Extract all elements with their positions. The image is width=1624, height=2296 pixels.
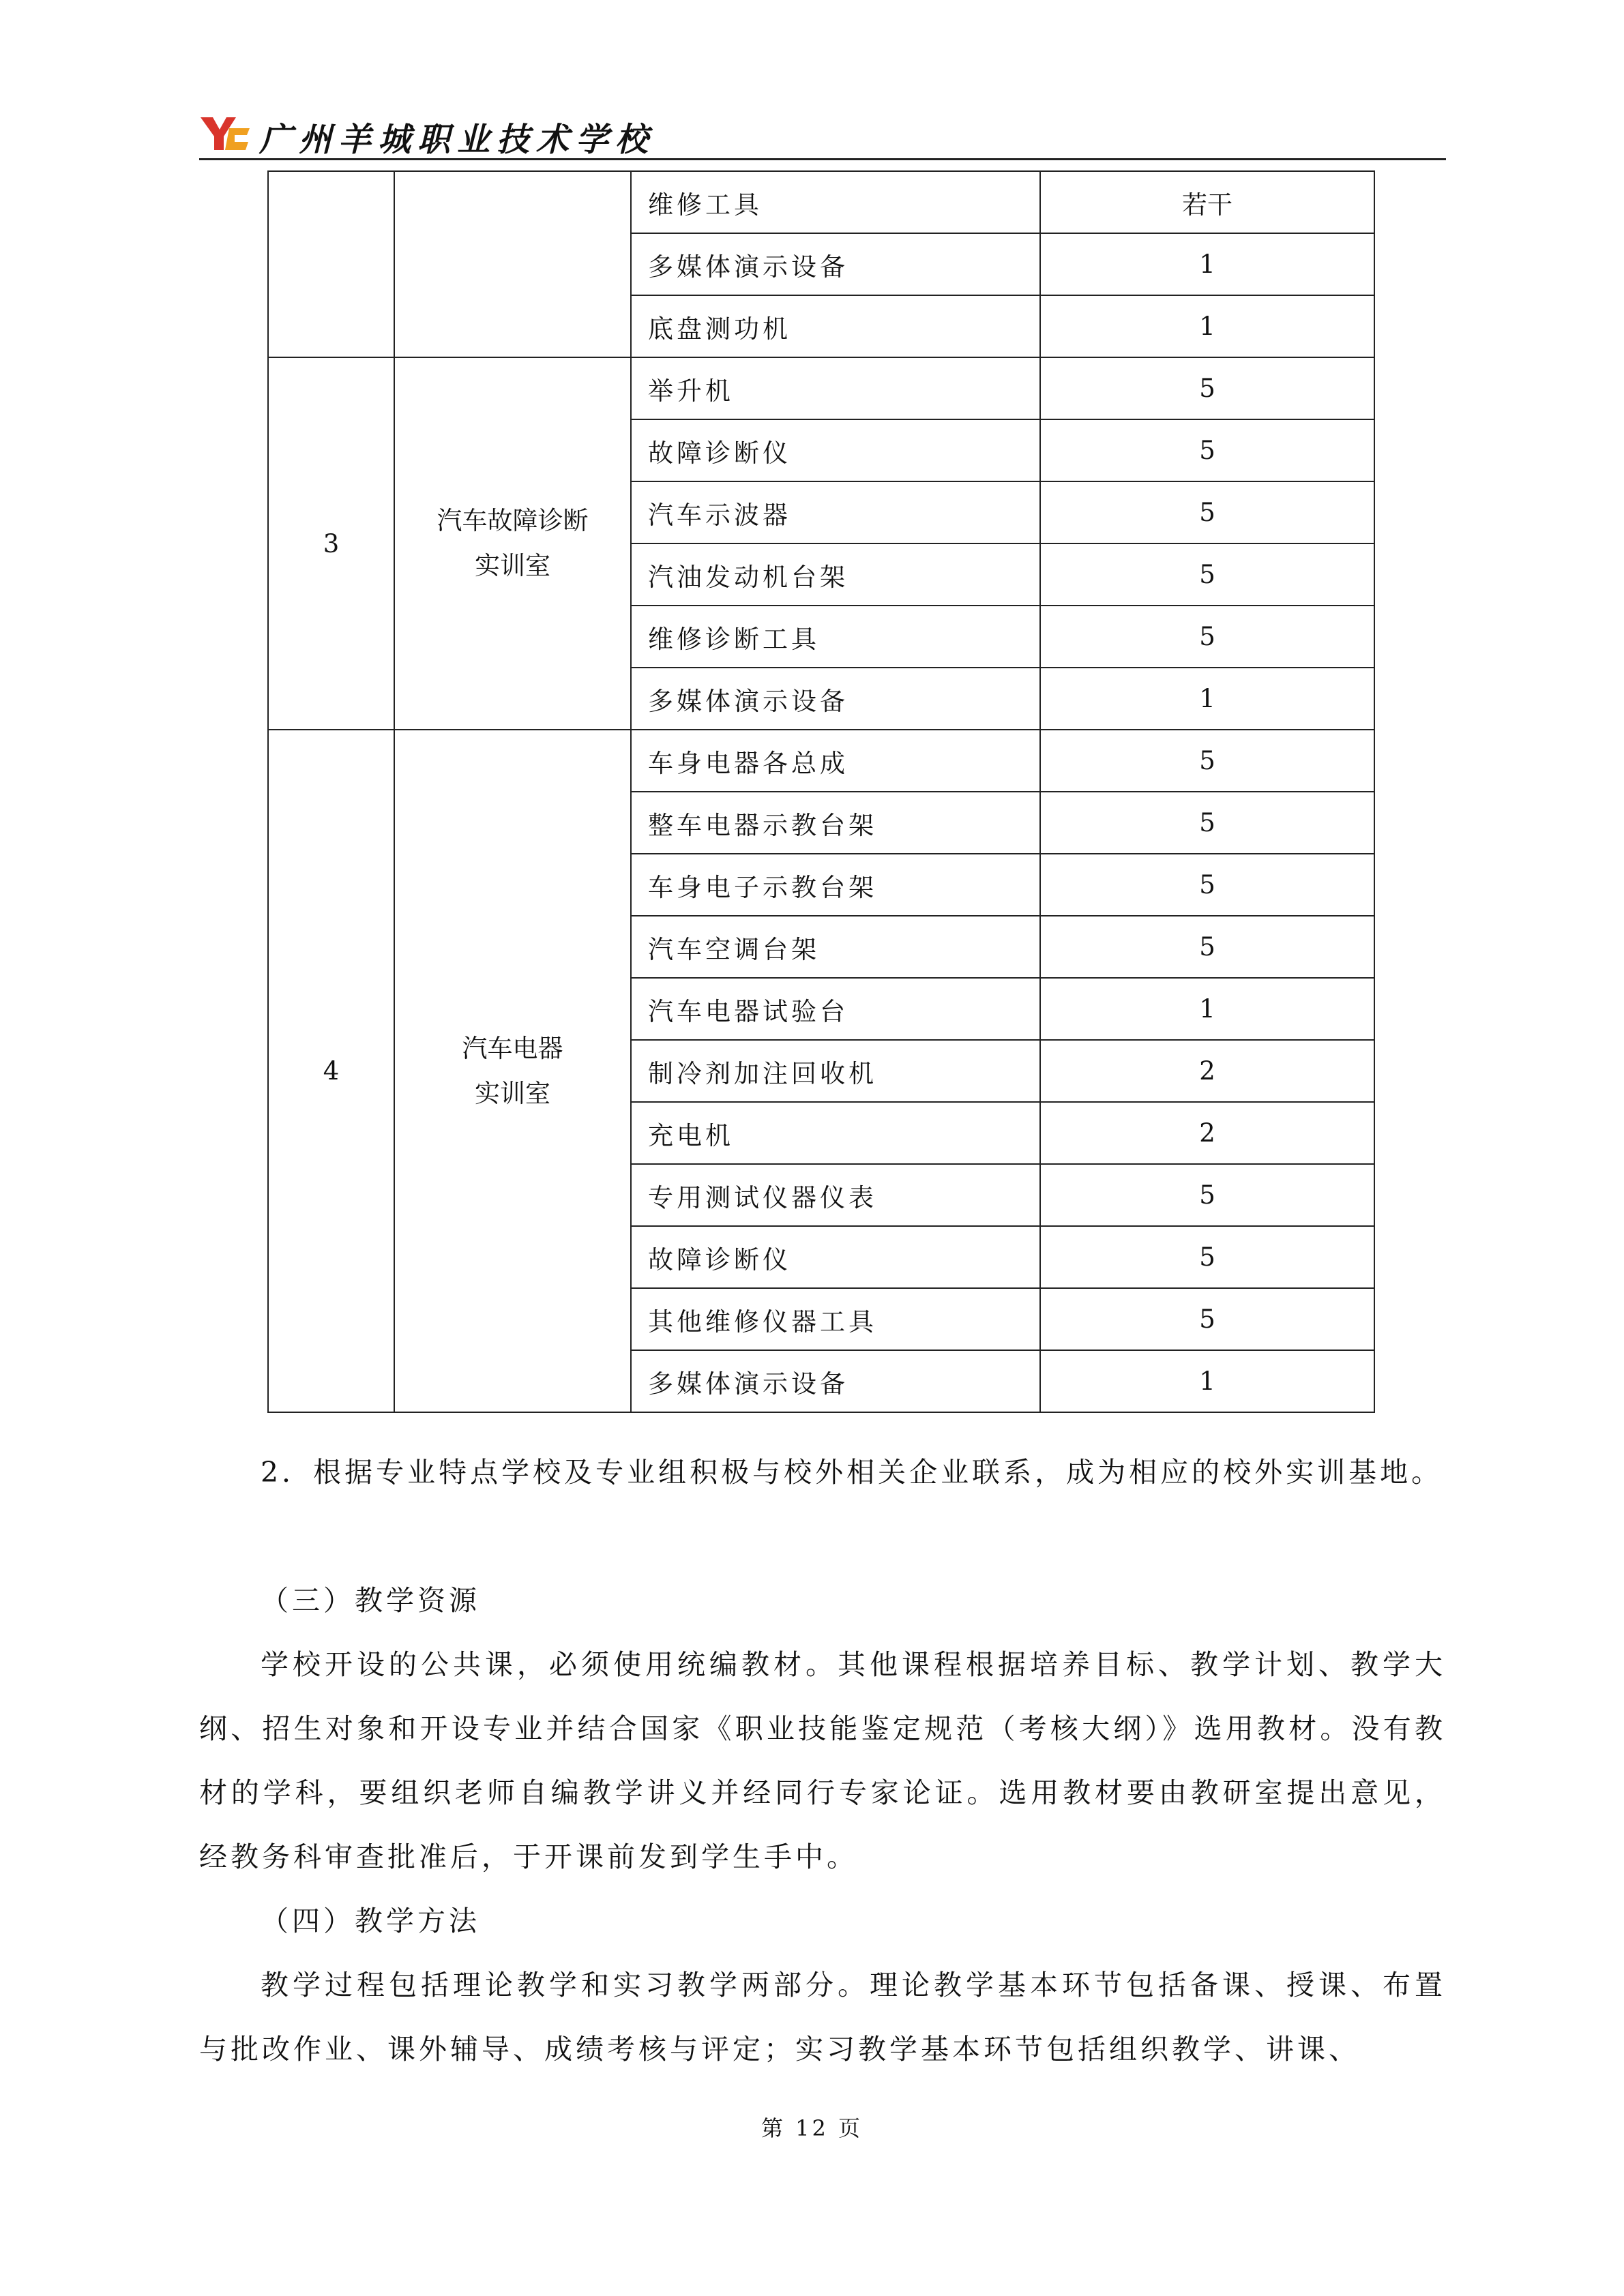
training-room-cell [394,357,631,730]
training-room-name-line1: 汽车故障诊断 [437,506,589,535]
training-room-name-line2: 实训室 [475,1078,550,1108]
equipment-quantity: 1 [1040,295,1374,357]
equipment-quantity: 5 [1040,792,1374,854]
equipment-name: 多媒体演示设备 [631,668,1040,730]
equipment-quantity: 1 [1040,668,1374,730]
training-room-name-line1: 汽车电器 [462,1033,563,1063]
equipment-quantity: 5 [1040,730,1374,792]
group-number-cell: 3 [268,357,394,730]
equipment-name: 故障诊断仪 [631,419,1040,481]
equipment-quantity: 5 [1040,1226,1374,1288]
equipment-quantity: 5 [1040,357,1374,419]
equipment-name: 汽油发动机台架 [631,543,1040,606]
equipment-name: 多媒体演示设备 [631,233,1040,295]
equipment-quantity: 5 [1040,481,1374,543]
equipment-name: 故障诊断仪 [631,1226,1040,1288]
equipment-quantity: 5 [1040,1164,1374,1226]
section-heading-teaching-methods: （四）教学方法 [261,1905,480,1937]
equipment-name: 维修诊断工具 [631,606,1040,668]
equipment-quantity: 5 [1040,916,1374,978]
equipment-quantity: 5 [1040,606,1374,668]
page-number: 第 12 页 [761,2115,863,2141]
school-name: 广州羊城职业技术学校 [259,121,655,159]
equipment-name: 汽车示波器 [631,481,1040,543]
equipment-quantity: 若干 [1040,171,1374,233]
equipment-name: 专用测试仪器仪表 [631,1164,1040,1226]
equipment-name: 维修工具 [631,171,1040,233]
paragraph-teaching-methods: 教学过程包括理论教学和实习教学两部分。理论教学基本环节包括备课、授课、布置与批改作业、课外辅导、成绩考核与评定；实习教学基本环节包括组织教学、讲课、 [199,1969,1446,2066]
equipment-table [267,170,1375,1413]
equipment-name: 汽车电器试验台 [631,978,1040,1040]
equipment-quantity: 2 [1040,1040,1374,1102]
equipment-quantity: 1 [1040,978,1374,1040]
equipment-name: 其他维修仪器工具 [631,1288,1040,1350]
paragraph-external-training: 2．根据专业特点学校及专业组积极与校外相关企业联系，成为相应的校外实训基地。 [261,1456,1443,1489]
equipment-name: 充电机 [631,1102,1040,1164]
training-room-cell [394,730,631,1412]
table-row [268,357,1374,419]
equipment-name: 车身电器各总成 [631,730,1040,792]
equipment-quantity: 5 [1040,419,1374,481]
equipment-name: 制冷剂加注回收机 [631,1040,1040,1102]
equipment-name: 多媒体演示设备 [631,1350,1040,1412]
equipment-name: 整车电器示教台架 [631,792,1040,854]
table-row [268,730,1374,792]
page-header [199,109,1446,157]
equipment-quantity: 1 [1040,1350,1374,1412]
header-rule [199,158,1446,160]
table-row [268,171,1374,233]
paragraph-teaching-resources: 学校开设的公共课，必须使用统编教材。其他课程根据培养目标、教学计划、教学大纲、招生对象和开设专业并结合国家《职业技能鉴定规范（考核大纲）》选用教材。没有教材的学科，要组织老师自编教学讲义并经同行专家论证。选用教材要由教研室提出意见，经教务科审查批准后，于开课前发到学生手中。 [199,1648,1446,1873]
equipment-quantity: 5 [1040,543,1374,606]
section-heading-teaching-resources: （三）教学资源 [261,1584,480,1617]
equipment-name: 车身电子示教台架 [631,854,1040,916]
training-room-cell [394,171,631,357]
group-number-cell: 4 [268,730,394,1412]
equipment-name: 举升机 [631,357,1040,419]
group-number-cell [268,171,394,357]
training-room-name-line2: 实训室 [475,551,550,580]
equipment-name: 底盘测功机 [631,295,1040,357]
equipment-quantity: 2 [1040,1102,1374,1164]
equipment-quantity: 1 [1040,233,1374,295]
equipment-quantity: 5 [1040,1288,1374,1350]
equipment-quantity: 5 [1040,854,1374,916]
equipment-name: 汽车空调台架 [631,916,1040,978]
school-logo-icon [199,115,251,153]
